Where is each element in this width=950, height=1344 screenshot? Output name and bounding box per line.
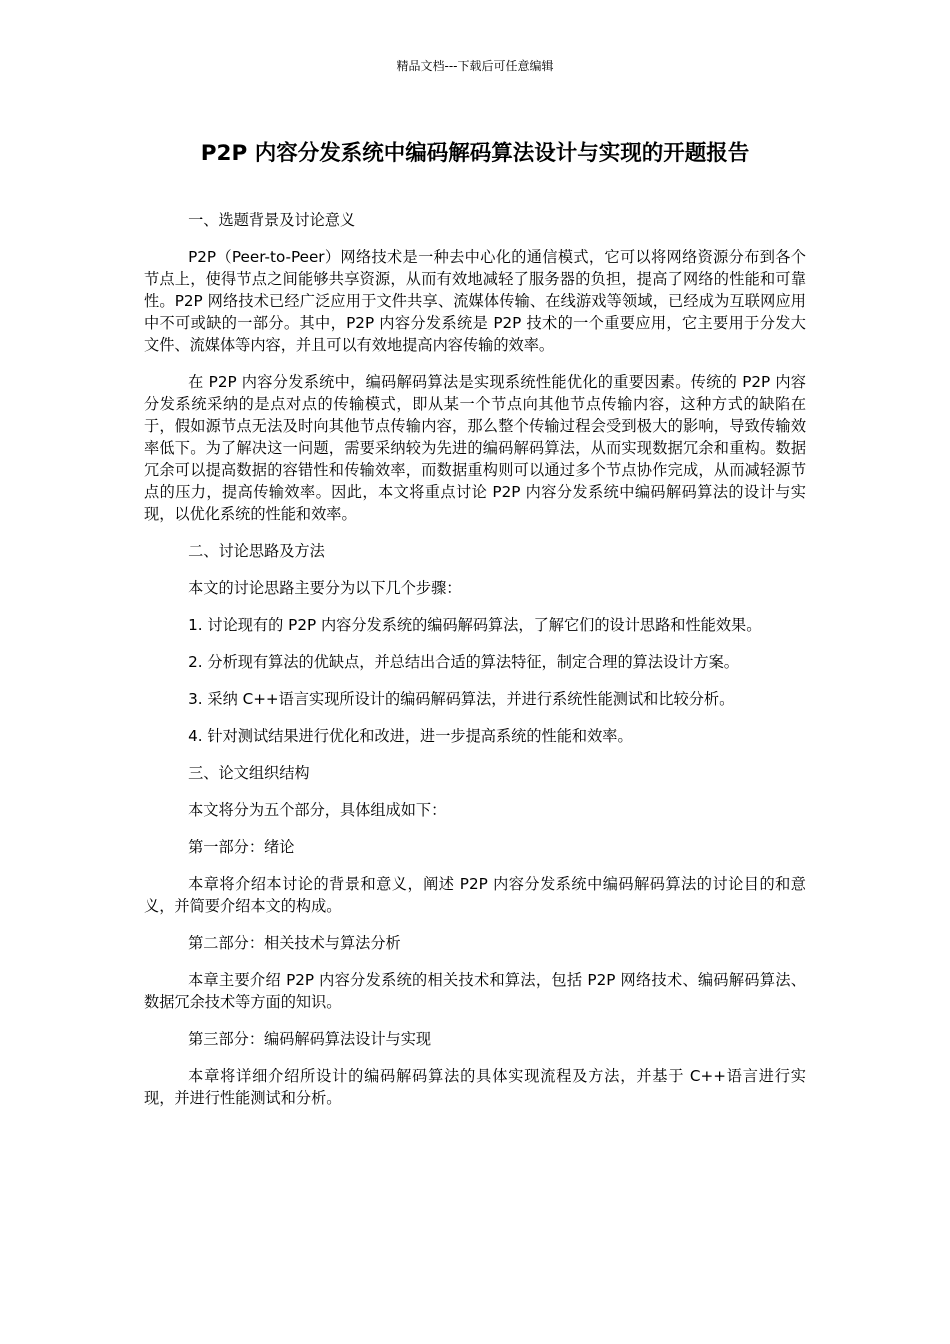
paragraph-part-3: 本章将详细介绍所设计的编码解码算法的具体实现流程及方法，并基于 C++语言进行实现，并进行性能测试和分析。 bbox=[144, 1067, 806, 1107]
section-heading-background: 一、选题背景及讨论意义 bbox=[188, 211, 356, 229]
paragraph-part-2: 本章主要介绍 P2P 内容分发系统的相关技术和算法，包括 P2P 网络技术、编码解码算法、数据冗余技术等方面的知识。 bbox=[144, 971, 806, 1011]
paragraph-codec-importance: 在 P2P 内容分发系统中，编码解码算法是实现系统性能优化的重要因素。传统的 P2P 内容分发系统采纳的是点对点的传输模式，即从某一个节点向其他节点传输内容，这种方式的缺陷在于，假如源节点无法及时向其他节点传输内容，那么整个传输过程会受到极大的影响，导致传输效率低下。为了解决这一问题，需要采纳较为先进的编码解码算法，从而实现数据冗余和重构。数据冗余可以提高数据的容错性和传输效率，而数据重构则可以通过多个节点协作完成，从而减轻源节点的压力，提高传输效率。因此，本文将重点讨论 P2P 内容分发系统中编码解码算法的设计与实现，以优化系统的性能和效率。 bbox=[144, 373, 806, 523]
list-item-step-2: 2. 分析现有算法的优缺点，并总结出合适的算法特征，制定合理的算法设计方案。 bbox=[188, 653, 739, 671]
page-header: 精品文档---下载后可任意编辑 bbox=[396, 59, 554, 73]
paragraph-part-1: 本章将介绍本讨论的背景和意义，阐述 P2P 内容分发系统中编码解码算法的讨论目的和意义，并简要介绍本文的构成。 bbox=[144, 875, 806, 915]
paragraph-p2p-intro: P2P（Peer-to-Peer）网络技术是一种去中心化的通信模式，它可以将网络资源分布到各个节点上，使得节点之间能够共享资源，从而有效地减轻了服务器的负担，提高了网络的性能和可靠性。P2P 网络技术已经广泛应用于文件共享、流媒体传输、在线游戏等领域，已经成为互联网应用中不可或缺的一部分。其中，P2P 内容分发系统是 P2P 技术的一个重要应用，它主要用于分发大文件、流媒体等内容，并且可以有效地提高内容传输的效率。 bbox=[144, 248, 806, 354]
list-item-step-1: 1. 讨论现有的 P2P 内容分发系统的编码解码算法，了解它们的设计思路和性能效果。 bbox=[188, 616, 762, 634]
part-heading-2: 第二部分：相关技术与算法分析 bbox=[188, 934, 401, 952]
document-body bbox=[144, 209, 806, 1124]
section-heading-structure: 三、论文组织结构 bbox=[188, 764, 310, 782]
paragraph-structure-intro: 本文将分为五个部分，具体组成如下： bbox=[188, 801, 447, 819]
section-heading-method: 二、讨论思路及方法 bbox=[188, 542, 325, 560]
part-heading-1: 第一部分：绪论 bbox=[188, 838, 295, 856]
list-item-step-4: 4. 针对测试结果进行优化和改进，进一步提高系统的性能和效率。 bbox=[188, 727, 633, 745]
paragraph-steps-intro: 本文的讨论思路主要分为以下几个步骤： bbox=[188, 579, 462, 597]
list-item-step-3: 3. 采纳 C++语言实现所设计的编码解码算法，并进行系统性能测试和比较分析。 bbox=[188, 690, 735, 708]
document-title: P2P 内容分发系统中编码解码算法设计与实现的开题报告 bbox=[200, 141, 750, 166]
part-heading-3: 第三部分：编码解码算法设计与实现 bbox=[188, 1030, 432, 1048]
